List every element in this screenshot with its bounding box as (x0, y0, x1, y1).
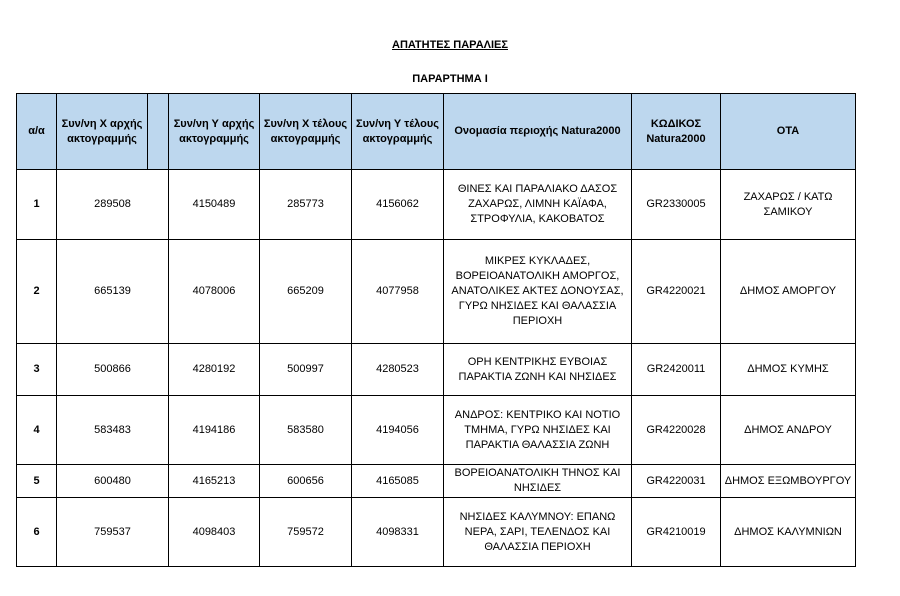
cell-aa: 5 (17, 465, 57, 498)
cell-code: GR4220028 (632, 396, 721, 465)
cell-y-start: 4194186 (169, 396, 260, 465)
cell-y-start: 4165213 (169, 465, 260, 498)
cell-x-end: 583580 (260, 396, 352, 465)
cell-area-name: ΒΟΡΕΙΟΑΝΑΤΟΛΙΚΗ ΤΗΝΟΣ ΚΑΙ ΝΗΣΙΔΕΣ (444, 465, 632, 498)
cell-y-end: 4098331 (352, 498, 444, 567)
header-code: ΚΩΔΙΚΟΣ Natura2000 (632, 94, 721, 170)
cell-y-end: 4165085 (352, 465, 444, 498)
cell-aa: 2 (17, 240, 57, 344)
cell-aa: 1 (17, 170, 57, 240)
cell-ota: ΔΗΜΟΣ ΚΑΛΥΜΝΙΩΝ (721, 498, 856, 567)
cell-x-start: 289508 (57, 170, 169, 240)
cell-area-name: ΟΡΗ ΚΕΝΤΡΙΚΗΣ ΕΥΒΟΙΑΣ ΠΑΡΑΚΤΙΑ ΖΩΝΗ ΚΑΙ ΝΗΣΙΔΕΣ (444, 344, 632, 396)
cell-ota: ΔΗΜΟΣ ΑΝΔΡΟΥ (721, 396, 856, 465)
header-aa: α/α (17, 94, 57, 170)
header-spacer (148, 94, 169, 170)
cell-area-name: ΘΙΝΕΣ ΚΑΙ ΠΑΡΑΛΙΑΚΟ ΔΑΣΟΣ ΖΑΧΑΡΩΣ, ΛΙΜΝΗ ΚΑΪΑΦΑ, ΣΤΡΟΦΥΛΙΑ, ΚΑΚΟΒΑΤΟΣ (444, 170, 632, 240)
cell-y-end: 4156062 (352, 170, 444, 240)
cell-x-start: 583483 (57, 396, 169, 465)
cell-code: GR2330005 (632, 170, 721, 240)
header-x-end: Συν/νη Χ τέλους ακτογραμμής (260, 94, 352, 170)
cell-x-end: 665209 (260, 240, 352, 344)
cell-x-end: 500997 (260, 344, 352, 396)
cell-code: GR4210019 (632, 498, 721, 567)
cell-y-start: 4098403 (169, 498, 260, 567)
cell-ota: ΔΗΜΟΣ ΕΞΩΜΒΟΥΡΓΟΥ (721, 465, 856, 498)
table-row (17, 498, 856, 567)
cell-aa: 6 (17, 498, 57, 567)
cell-code: GR4220031 (632, 465, 721, 498)
table-row (17, 396, 856, 465)
cell-code: GR2420011 (632, 344, 721, 396)
cell-x-end: 285773 (260, 170, 352, 240)
cell-ota: ΔΗΜΟΣ ΚΥΜΗΣ (721, 344, 856, 396)
header-y-start: Συν/νη Υ αρχής ακτογραμμής (169, 94, 260, 170)
cell-ota: ΔΗΜΟΣ ΑΜΟΡΓΟΥ (721, 240, 856, 344)
cell-y-start: 4280192 (169, 344, 260, 396)
cell-y-end: 4077958 (352, 240, 444, 344)
table-row (17, 170, 856, 240)
cell-ota: ΖΑΧΑΡΩΣ / ΚΑΤΩ ΣΑΜΙΚΟΥ (721, 170, 856, 240)
table-row (17, 240, 856, 344)
cell-aa: 3 (17, 344, 57, 396)
document-title: ΑΠΑΤΗΤΕΣ ΠΑΡΑΛΙΕΣ (392, 39, 508, 51)
cell-area-name: ΝΗΣΙΔΕΣ ΚΑΛΥΜΝΟΥ: ΕΠΑΝΩ ΝΕΡΑ, ΣΑΡΙ, ΤΕΛΕΝΔΟΣ ΚΑΙ ΘΑΛΑΣΣΙΑ ΠΕΡΙΟΧΗ (444, 498, 632, 567)
cell-area-name: ΑΝΔΡΟΣ: ΚΕΝΤΡΙΚΟ ΚΑΙ ΝΟΤΙΟ ΤΜΗΜΑ, ΓΥΡΩ ΝΗΣΙΔΕΣ ΚΑΙ ΠΑΡΑΚΤΙΑ ΘΑΛΑΣΣΙΑ ΖΩΝΗ (444, 396, 632, 465)
table-row (17, 465, 856, 498)
cell-x-start: 759537 (57, 498, 169, 567)
cell-code: GR4220021 (632, 240, 721, 344)
header-area-name: Ονομασία περιοχής Natura2000 (444, 94, 632, 170)
header-ota: ΟΤΑ (721, 94, 856, 170)
cell-y-end: 4194056 (352, 396, 444, 465)
cell-y-end: 4280523 (352, 344, 444, 396)
beaches-table (16, 93, 856, 567)
table-row (17, 344, 856, 396)
header-x-start: Συν/νη Χ αρχής ακτογραμμής (57, 94, 148, 170)
cell-x-end: 759572 (260, 498, 352, 567)
cell-x-start: 600480 (57, 465, 169, 498)
header-y-end: Συν/νη Υ τέλους ακτογραμμής (352, 94, 444, 170)
cell-y-start: 4150489 (169, 170, 260, 240)
cell-x-start: 500866 (57, 344, 169, 396)
document-subtitle: ΠΑΡΑΡΤΗΜΑ Ι (412, 73, 488, 85)
cell-aa: 4 (17, 396, 57, 465)
cell-x-start: 665139 (57, 240, 169, 344)
table-header-row (17, 94, 856, 170)
cell-x-end: 600656 (260, 465, 352, 498)
cell-area-name: ΜΙΚΡΕΣ ΚΥΚΛΑΔΕΣ, ΒΟΡΕΙΟΑΝΑΤΟΛΙΚΗ ΑΜΟΡΓΟΣ, ΑΝΑΤΟΛΙΚΕΣ ΑΚΤΕΣ ΔΟΝΟΥΣΑΣ, ΓΥΡΩ ΝΗΣΙΔΕΣ ΚΑΙ ΘΑΛΑΣΣΙΑ ΠΕΡΙΟΧΗ (444, 240, 632, 344)
cell-y-start: 4078006 (169, 240, 260, 344)
